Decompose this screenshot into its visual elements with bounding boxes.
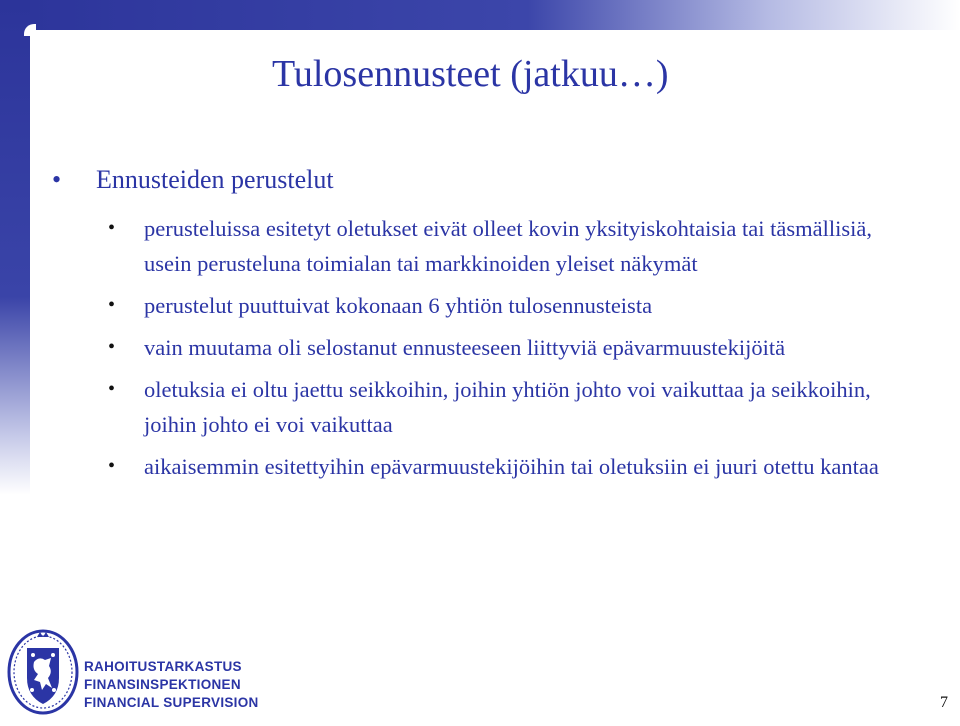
bullet-icon: •: [108, 336, 116, 358]
slide-content: [52, 163, 942, 491]
bullet-icon: •: [108, 378, 116, 400]
bullet-icon: •: [52, 165, 62, 194]
org-name-swedish: FINANSINSPEKTIONEN: [84, 677, 241, 692]
sub-bullet-item: [108, 372, 904, 442]
page-number: 7: [940, 694, 948, 711]
slide-frame-top: [0, 0, 960, 30]
coat-of-arms-emblem-icon: [6, 628, 80, 716]
bullet-icon: •: [108, 294, 116, 316]
sub-bullet-text: oletuksia ei oltu jaettu seikkoihin, joihin yhtiön johto voi vaikuttaa ja seikkoihin, joihin johto ei voi vaikuttaa: [144, 377, 871, 437]
sub-bullet-item: [108, 288, 904, 323]
sub-bullet-text: perustelut puuttuivat kokonaan 6 yhtiön tulosennusteista: [144, 293, 653, 318]
section-heading: Ennusteiden perustelut: [96, 165, 334, 194]
sub-bullet-text: vain muutama oli selostanut ennusteeseen liittyviä epävarmuustekijöitä: [144, 335, 786, 360]
sub-bullet-item: [108, 330, 904, 365]
bullet-icon: •: [108, 217, 116, 239]
sub-bullet-list: [108, 211, 942, 484]
org-name-finnish: RAHOITUSTARKASTUS: [84, 659, 242, 674]
bullet-icon: •: [108, 455, 116, 477]
organization-name: [84, 658, 259, 712]
sub-bullet-item: [108, 211, 904, 281]
org-name-english: FINANCIAL SUPERVISION: [84, 695, 259, 710]
sub-bullet-text: perusteluissa esitetyt oletukset eivät olleet kovin yksityiskohtaisia tai täsmällisiä, usein perusteluna toimialan tai markkinoiden yleiset näkymät: [144, 216, 872, 276]
sub-bullet-text: aikaisemmin esitettyihin epävarmuustekijöihin tai oletuksiin ei juuri otettu kantaa: [144, 454, 879, 479]
sub-bullet-item: [108, 449, 904, 484]
level1-bullet-item: [52, 163, 942, 197]
slide-title: Tulosennusteet (jatkuu…): [272, 53, 669, 95]
slide-frame-left: [0, 0, 30, 495]
